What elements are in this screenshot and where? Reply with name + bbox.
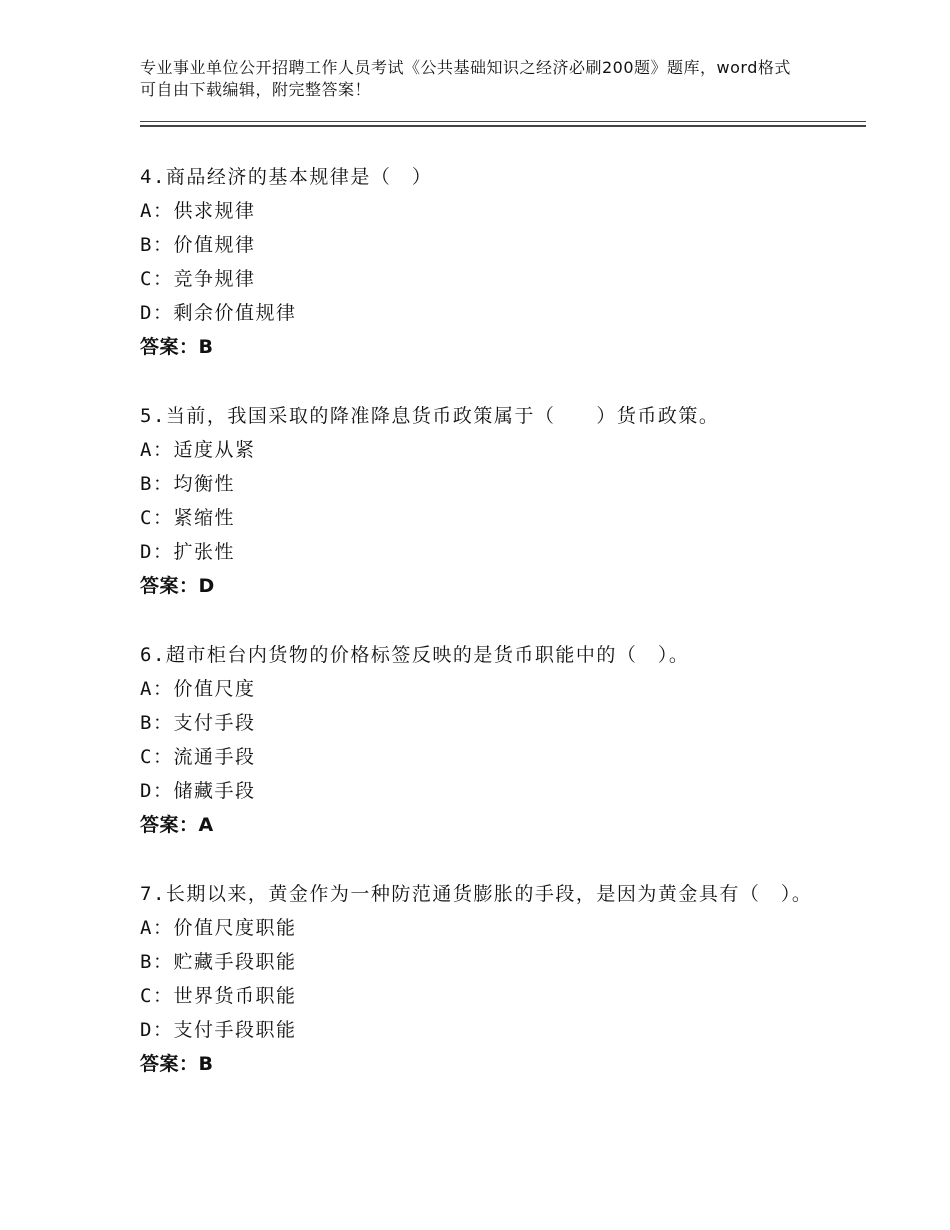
- header-divider-thick: [140, 125, 866, 127]
- option-c: C：竞争规律: [140, 268, 256, 290]
- question-4: [140, 160, 820, 364]
- option-d: D：支付手段职能: [140, 1019, 297, 1041]
- option-c: C：紧缩性: [140, 507, 235, 529]
- option-d: D：储藏手段: [140, 780, 256, 802]
- question-7: [140, 877, 820, 1081]
- question-5: [140, 399, 820, 603]
- option-a: A：价值尺度: [140, 678, 256, 700]
- option-d: D：剩余价值规律: [140, 302, 297, 324]
- option-a: A：适度从紧: [140, 439, 256, 461]
- answer: 答案：B: [140, 1053, 214, 1075]
- option-b: B：贮藏手段职能: [140, 951, 297, 973]
- question-stem: 6.超市柜台内货物的价格标签反映的是货币职能中的（ ）。: [140, 644, 690, 666]
- document-header: 专业事业单位公开招聘工作人员考试《公共基础知识之经济必刷200题》题库，word格式可自由下载编辑，附完整答案！: [140, 58, 791, 99]
- answer: 答案：B: [140, 336, 214, 358]
- answer: 答案：D: [140, 575, 215, 597]
- question-stem: 4.商品经济的基本规律是（ ）: [140, 166, 433, 188]
- option-a: A：价值尺度职能: [140, 917, 297, 939]
- option-c: C：世界货币职能: [140, 985, 297, 1007]
- question-6: [140, 638, 820, 842]
- answer: 答案：A: [140, 814, 214, 836]
- option-c: C：流通手段: [140, 746, 256, 768]
- option-b: B：支付手段: [140, 712, 256, 734]
- option-b: B：价值规律: [140, 234, 256, 256]
- header-divider-thin: [140, 121, 866, 122]
- question-stem: 5.当前，我国采取的降准降息货币政策属于（ ）货币政策。: [140, 405, 720, 427]
- option-a: A：供求规律: [140, 200, 256, 222]
- option-b: B：均衡性: [140, 473, 235, 495]
- option-d: D：扩张性: [140, 541, 235, 563]
- question-stem: 7.长期以来，黄金作为一种防范通货膨胀的手段，是因为黄金具有（ ）。: [140, 883, 813, 905]
